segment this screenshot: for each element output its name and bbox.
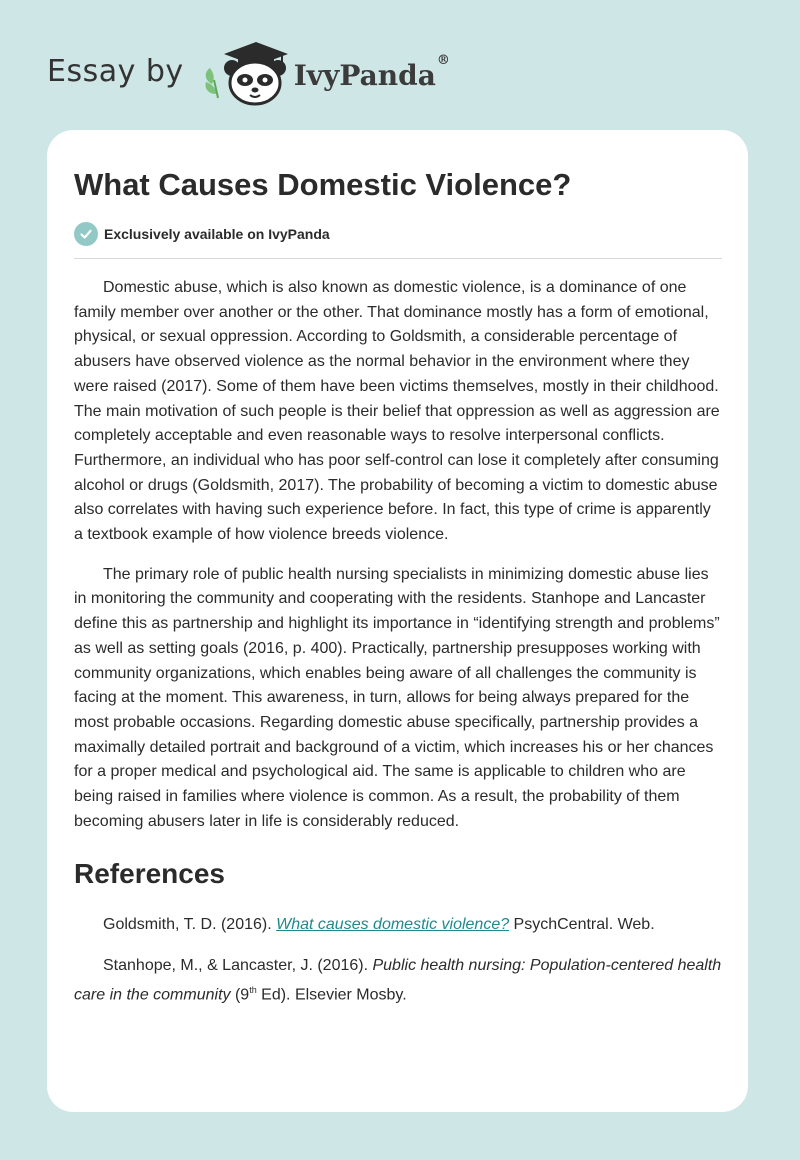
essay-card <box>47 130 748 1112</box>
exclusive-badge <box>74 222 722 246</box>
exclusive-label: Exclusively available on IvyPanda <box>104 226 330 242</box>
site-header <box>47 36 450 106</box>
header-divider <box>74 258 722 259</box>
reference-2-title: Public health nursing: Population-centered health care in the community <box>74 957 722 1004</box>
reference-1-source: PsychCentral. Web. <box>509 916 655 934</box>
checkmark-icon <box>74 222 98 246</box>
panda-logo-icon[interactable] <box>198 36 290 106</box>
reference-2-author: Stanhope, M., & Lancaster, J. (2016). <box>103 957 373 975</box>
brand-name[interactable] <box>293 52 450 92</box>
essay-body <box>74 276 722 834</box>
reference-1-link[interactable]: What causes domestic violence? <box>276 916 510 934</box>
paragraph-2: The primary role of public health nursing specialists in minimizing domestic abuse lies in monitoring the community and cooperating with the residents. Stanhope and Lancaster define this as partnership and highlight its importance in “identifying strength and problems” as well as setting goals (2016, p. 400). Practically, partnership presupposes working with community organizations, which enables being aware of all challenges the community is facing at the moment. This awareness, in turn, allows for being always prepared for the most probable occasions. Regarding domestic abuse specifically, partnership provides a maximally detailed portrait and background of a victim, which increases his or her chances for a proper medical and psychological aid. The same is applicable to children who are being raised in families where violence is common. As a result, the probability of them becoming abusers later in life is considerably reduced. <box>74 565 720 830</box>
registered-mark: ® <box>436 52 450 68</box>
references-heading: References <box>74 858 225 890</box>
reference-item <box>74 912 722 937</box>
reference-2-edition-suffix: th <box>249 985 257 996</box>
brand-name-text: IvyPanda <box>293 58 436 92</box>
reference-item <box>74 953 722 1007</box>
reference-2-publisher: Ed). Elsevier Mosby. <box>256 986 407 1004</box>
paragraph-1: Domestic abuse, which is also known as domestic violence, is a dominance of one family member over another or the other. That dominance mostly has a form of emotional, physical, or sexual oppression. According to Goldsmith, a considerable percentage of abusers have observed violence as the normal behavior in the environment where they were raised (2017). Some of them have been victims themselves, mostly in their childhood. The main motivation of such people is their belief that oppression as well as aggression are completely acceptable and even reasonable ways to resolve interpersonal conflicts. Furthermore, an individual who has poor self-control can lose it completely after consuming alcohol or drugs (Goldsmith, 2017). The probability of becoming a victim to domestic abuse also correlates with having such experience before. In fact, this type of crime is apparently a textbook example of how violence breeds violence. <box>74 279 720 544</box>
reference-2-edition: (9 <box>230 986 250 1004</box>
essay-by-label: Essay by <box>47 53 184 89</box>
essay-title: What Causes Domestic Violence? <box>74 167 572 202</box>
reference-1-author: Goldsmith, T. D. (2016). <box>103 916 277 934</box>
